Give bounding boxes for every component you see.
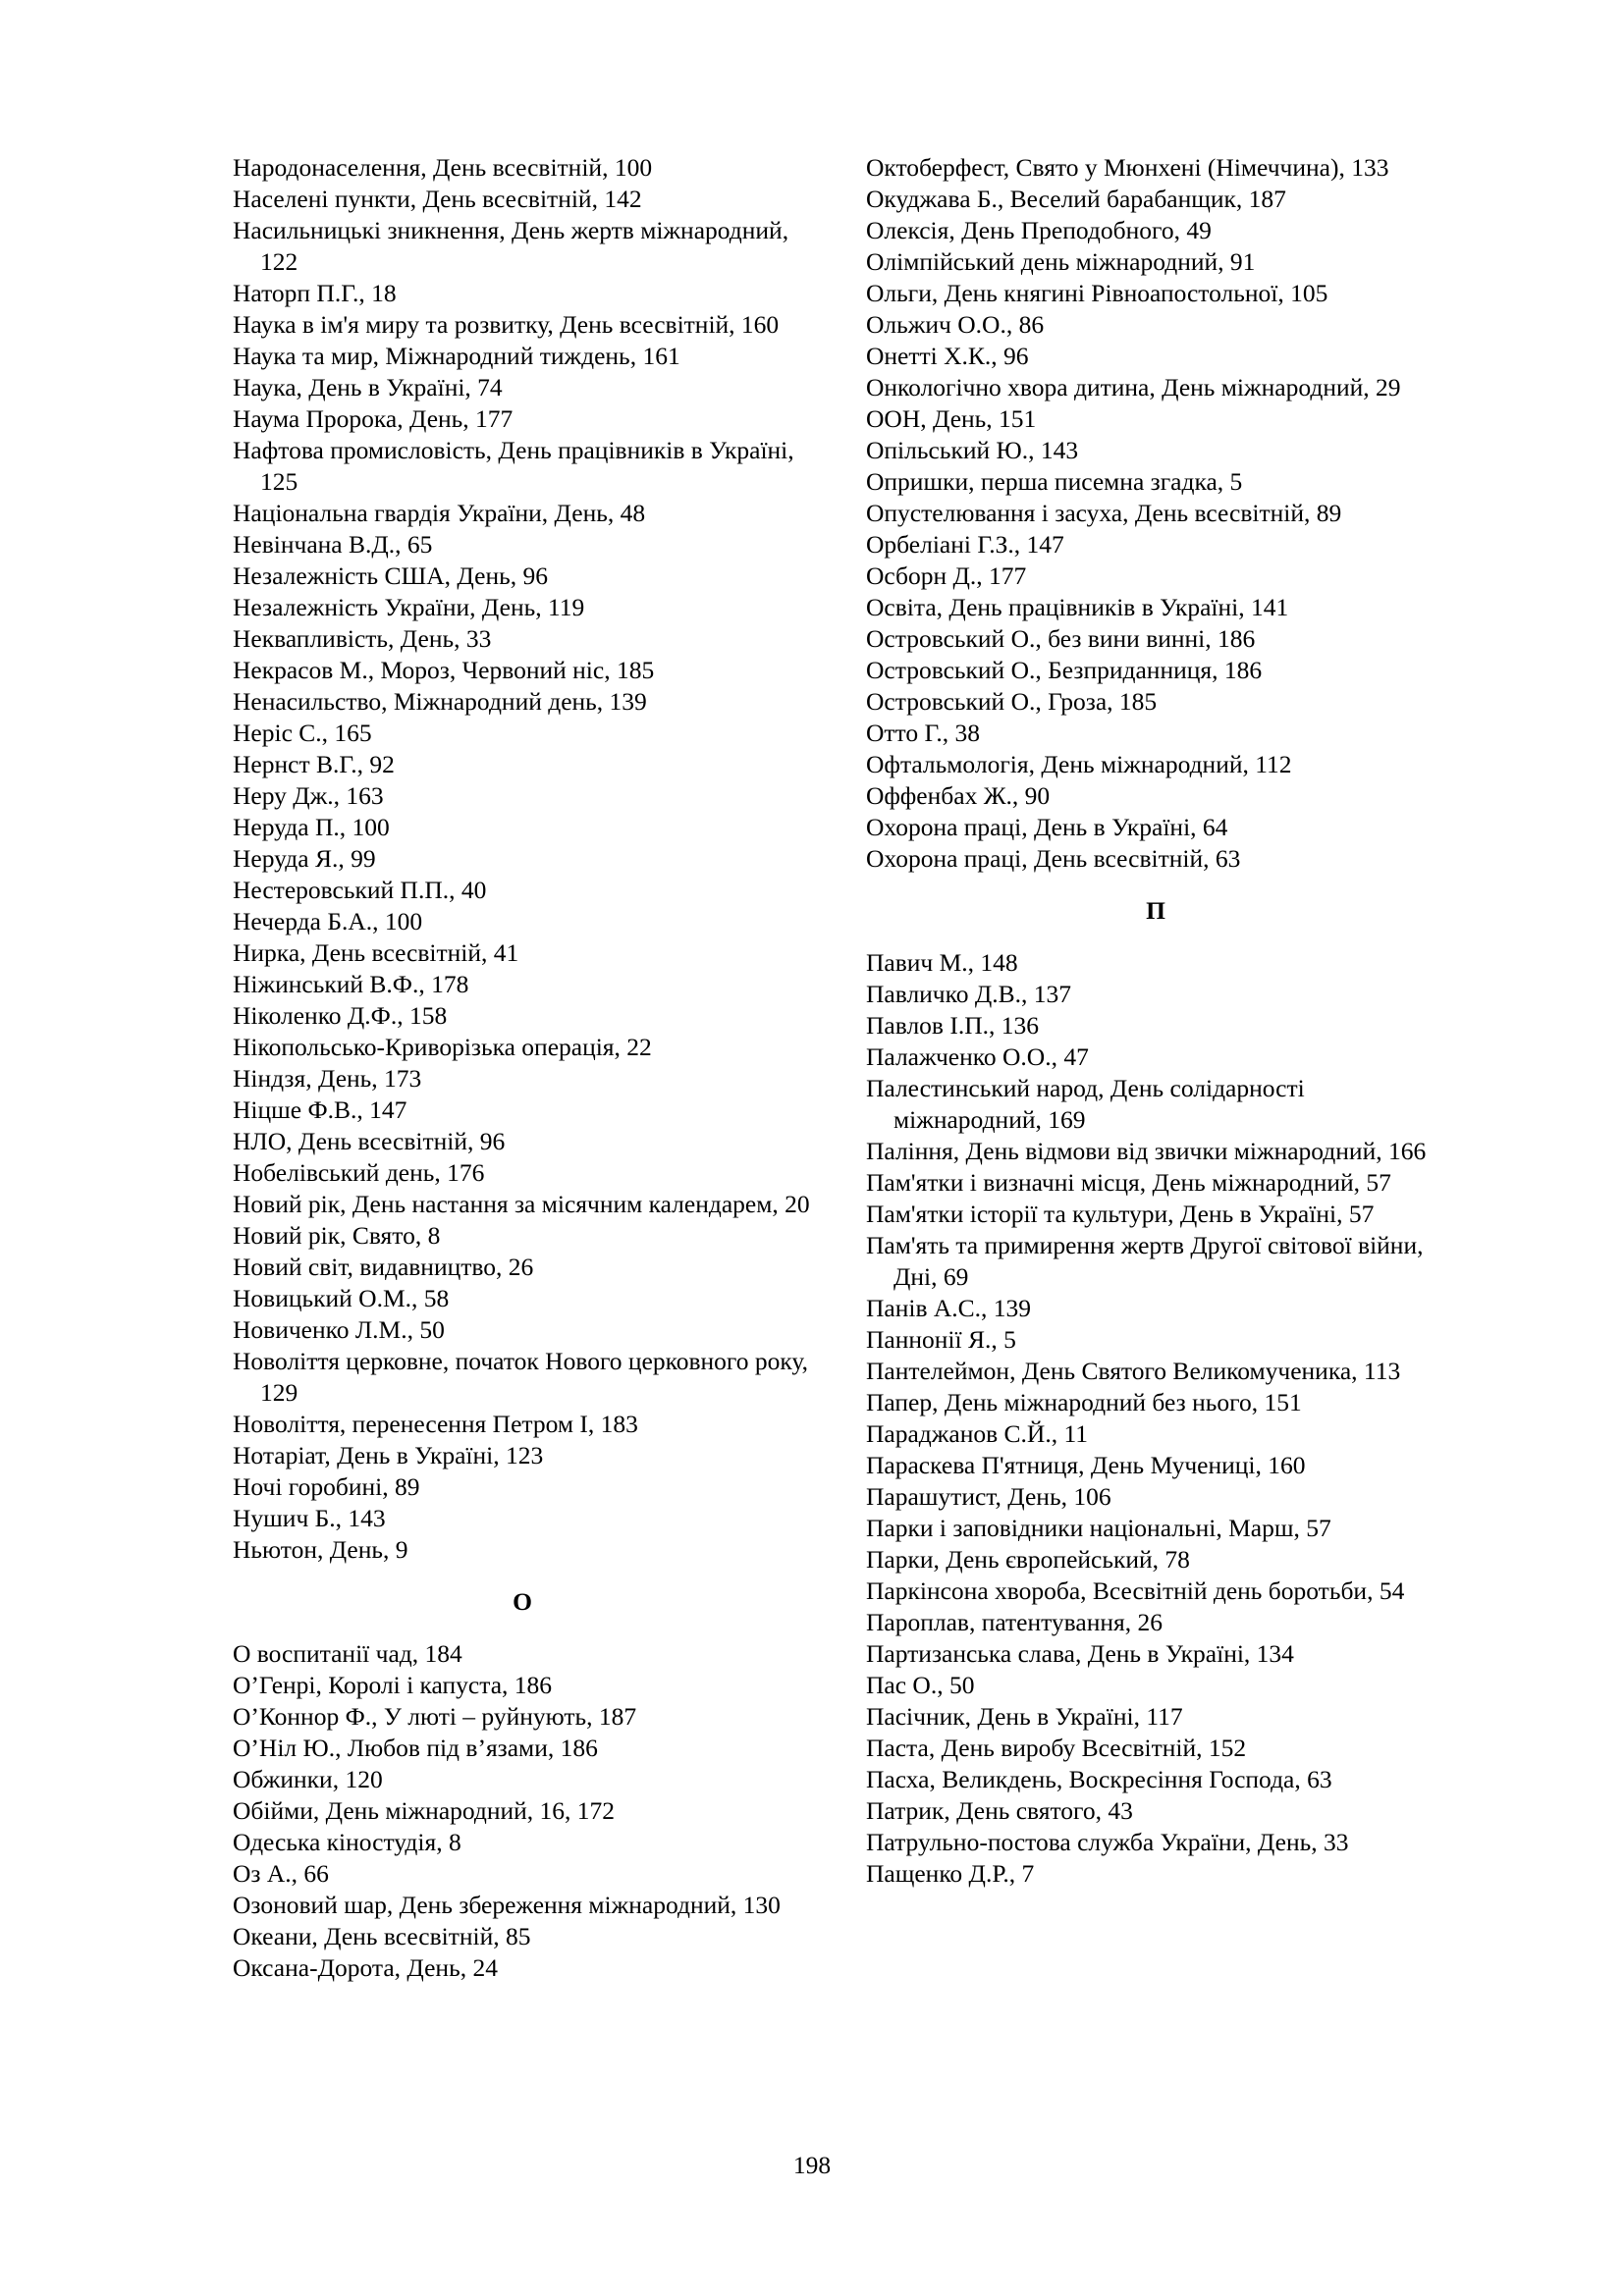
entries-o-continued-list — [866, 152, 1445, 875]
index-entry: Ольги, День княгині Рівноапостольної, 105 — [866, 279, 1328, 307]
index-entry: Оз А., 66 — [233, 1859, 329, 1888]
index-entry: Нобелівський день, 176 — [233, 1158, 485, 1187]
index-entry: Опільський Ю., 143 — [866, 436, 1079, 464]
index-entry: Наторп П.Г., 18 — [233, 279, 397, 307]
index-entry: Океани, День всесвітній, 85 — [233, 1922, 531, 1950]
index-entry: Нестеровський П.П., 40 — [233, 876, 487, 904]
index-entry: Параджанов С.Й., 11 — [866, 1419, 1089, 1448]
page-number: 198 — [792, 2151, 832, 2179]
section-letter-o: О — [513, 1587, 532, 1616]
index-entry: Нотаріат, День в Україні, 123 — [233, 1441, 544, 1469]
index-entry: Ольжич О.О., 86 — [866, 310, 1045, 339]
index-entry: Парки, День європейський, 78 — [866, 1545, 1190, 1574]
index-entry: Пам'ять та примирення жертв Другої світової війни, Дні, 69 — [866, 1231, 1424, 1291]
index-entry: Охорона праці, День всесвітній, 63 — [866, 844, 1241, 873]
index-entry: Нечерда Б.А., 100 — [233, 907, 423, 935]
index-entry: Новий рік, День настання за місячним календарем, 20 — [233, 1190, 810, 1218]
index-entry: Офтальмологія, День міжнародний, 112 — [866, 750, 1292, 778]
index-entry: Неруда Я., 99 — [233, 844, 376, 873]
index-entry: Нафтова промисловість, День працівників в Україні, 125 — [233, 436, 794, 496]
index-entry: О’Коннор Ф., У люті – руйнують, 187 — [233, 1702, 637, 1731]
index-entry: Паркінсона хвороба, Всесвітній день боротьби, 54 — [866, 1576, 1405, 1605]
index-entry: Паління, День відмови від звички міжнародний, 166 — [866, 1137, 1427, 1165]
index-entry: О’Генрі, Королі і капуста, 186 — [233, 1671, 553, 1699]
index-entry: Онкологічно хвора дитина, День міжнародний, 29 — [866, 373, 1401, 401]
index-entry: Ніжинський В.Ф., 178 — [233, 970, 469, 998]
index-entry: Наука, День в Україні, 74 — [233, 373, 503, 401]
index-entry: Наука та мир, Міжнародний тиждень, 161 — [233, 342, 680, 370]
index-entry: Насильницькі зникнення, День жертв міжнародний, 122 — [233, 216, 789, 276]
index-entry: Опустелювання і засуха, День всесвітній, 89 — [866, 499, 1342, 527]
entries-p-list — [866, 947, 1445, 1890]
index-entry: Незалежність США, День, 96 — [233, 561, 548, 590]
index-entry: Ненасильство, Міжнародний день, 139 — [233, 687, 647, 716]
index-entry: Патрульно-постова служба України, День, 33 — [866, 1828, 1349, 1856]
index-entry: Олексія, День Преподобного, 49 — [866, 216, 1212, 244]
index-entry: Ньютон, День, 9 — [233, 1535, 408, 1564]
index-entry: Отто Г., 38 — [866, 719, 980, 747]
index-entry: Патрик, День святого, 43 — [866, 1796, 1133, 1825]
index-entry: Пащенко Д.Р., 7 — [866, 1859, 1035, 1888]
right-column — [866, 152, 1445, 1890]
index-entry: Онетті Х.К., 96 — [866, 342, 1029, 370]
index-entry: Опришки, перша писемна згадка, 5 — [866, 467, 1243, 496]
index-entry: Островський О., Гроза, 185 — [866, 687, 1158, 716]
index-entry: Ночі горобині, 89 — [233, 1472, 420, 1501]
index-entry: Новицький О.М., 58 — [233, 1284, 450, 1312]
index-entry: Новиченко Л.М., 50 — [233, 1315, 445, 1344]
section-letter-p: П — [1146, 896, 1165, 925]
index-entry: Неру Дж., 163 — [233, 781, 384, 810]
index-entry: Пасічник, День в Україні, 117 — [866, 1702, 1183, 1731]
index-entry: О’Ніл Ю., Любов під в’язами, 186 — [233, 1734, 598, 1762]
index-entry: Новоліття, перенесення Петром І, 183 — [233, 1410, 638, 1438]
index-entry: О воспитанії чад, 184 — [233, 1639, 462, 1668]
index-entry: Павличко Д.В., 137 — [866, 980, 1072, 1008]
index-entry: Нирка, День всесвітній, 41 — [233, 938, 519, 967]
index-entry: Неруда П., 100 — [233, 813, 390, 841]
index-entry: Народонаселення, День всесвітній, 100 — [233, 153, 653, 182]
index-entry: Пароплав, патентування, 26 — [866, 1608, 1163, 1636]
index-entry: Новоліття церковне, початок Нового церковного року, 129 — [233, 1347, 808, 1407]
index-entry: Неріс С., 165 — [233, 719, 372, 747]
index-entry: Пас О., 50 — [866, 1671, 975, 1699]
index-entry: Наука в ім'я миру та розвитку, День всесвітній, 160 — [233, 310, 780, 339]
index-entry: Озоновий шар, День збереження міжнародний, 130 — [233, 1891, 781, 1919]
index-entry: Незалежність України, День, 119 — [233, 593, 585, 621]
index-entry: Палажченко О.О., 47 — [866, 1042, 1089, 1071]
index-entry: Ніцше Ф.В., 147 — [233, 1095, 407, 1124]
index-entry: Парашутист, День, 106 — [866, 1482, 1111, 1511]
index-entry: Охорона праці, День в Україні, 64 — [866, 813, 1228, 841]
index-entry: Палестинський народ, День солідарності міжнародний, 169 — [866, 1074, 1305, 1134]
index-entry: Панів А.С., 139 — [866, 1294, 1032, 1322]
index-entry: Оксана-Дорота, День, 24 — [233, 1953, 498, 1982]
index-entry: Нушич Б., 143 — [233, 1504, 386, 1532]
index-entry: Окуджава Б., Веселий барабанщик, 187 — [866, 185, 1286, 213]
index-entry: Оффенбах Ж., 90 — [866, 781, 1051, 810]
index-entry: Нернст В.Г., 92 — [233, 750, 395, 778]
index-entry: Обжинки, 120 — [233, 1765, 383, 1793]
index-entry: Ніколенко Д.Ф., 158 — [233, 1001, 448, 1030]
index-entry: Октоберфест, Свято у Мюнхені (Німеччина), 133 — [866, 153, 1389, 182]
entries-o-list — [233, 1638, 812, 1984]
index-entry: Наума Пророка, День, 177 — [233, 404, 514, 433]
index-entry: Паннонії Я., 5 — [866, 1325, 1016, 1354]
index-entry: Парки і заповідники національні, Марш, 57 — [866, 1514, 1331, 1542]
index-entry: ООН, День, 151 — [866, 404, 1037, 433]
left-column — [233, 152, 812, 1984]
index-entry: Параскева П'ятниця, День Мучениці, 160 — [866, 1451, 1306, 1479]
index-entry: Некрасов М., Мороз, Червоний ніс, 185 — [233, 656, 655, 684]
index-entry: Ніндзя, День, 173 — [233, 1064, 422, 1093]
index-entry: Папер, День міжнародний без нього, 151 — [866, 1388, 1302, 1416]
index-entry: Неквапливість, День, 33 — [233, 624, 492, 653]
index-entry: Одеська кіностудія, 8 — [233, 1828, 461, 1856]
index-entry: Невінчана В.Д., 65 — [233, 530, 433, 559]
index-entry: Орбеліані Г.З., 147 — [866, 530, 1064, 559]
index-entry: Освіта, День працівників в Україні, 141 — [866, 593, 1289, 621]
index-entry: Островський О., Безприданниця, 186 — [866, 656, 1263, 684]
index-entry: Новий світ, видавництво, 26 — [233, 1253, 534, 1281]
index-entry: Пам'ятки і визначні місця, День міжнародний, 57 — [866, 1168, 1391, 1197]
index-entry: Павлов І.П., 136 — [866, 1011, 1039, 1040]
index-entry: Осборн Д., 177 — [866, 561, 1027, 590]
index-entry: Національна гвардія України, День, 48 — [233, 499, 646, 527]
index-entry: Пантелеймон, День Святого Великомученика, 113 — [866, 1357, 1401, 1385]
index-entry: Паста, День виробу Всесвітній, 152 — [866, 1734, 1247, 1762]
index-entry: Олімпійський день міжнародний, 91 — [866, 247, 1256, 276]
index-entry: Пам'ятки історії та культури, День в Україні, 57 — [866, 1200, 1375, 1228]
index-entry: НЛО, День всесвітній, 96 — [233, 1127, 506, 1155]
index-entry: Населені пункти, День всесвітній, 142 — [233, 185, 642, 213]
index-entry: Островський О., без вини винні, 186 — [866, 624, 1256, 653]
index-entry: Новий рік, Свято, 8 — [233, 1221, 441, 1250]
index-entry: Обійми, День міжнародний, 16, 172 — [233, 1796, 616, 1825]
index-entry: Павич М., 148 — [866, 948, 1018, 977]
index-entry: Партизанська слава, День в Україні, 134 — [866, 1639, 1294, 1668]
index-entry: Нікопольсько-Криворізька операція, 22 — [233, 1033, 652, 1061]
index-entry: Пасха, Великдень, Воскресіння Господа, 63 — [866, 1765, 1332, 1793]
entries-n-list — [233, 152, 812, 1566]
